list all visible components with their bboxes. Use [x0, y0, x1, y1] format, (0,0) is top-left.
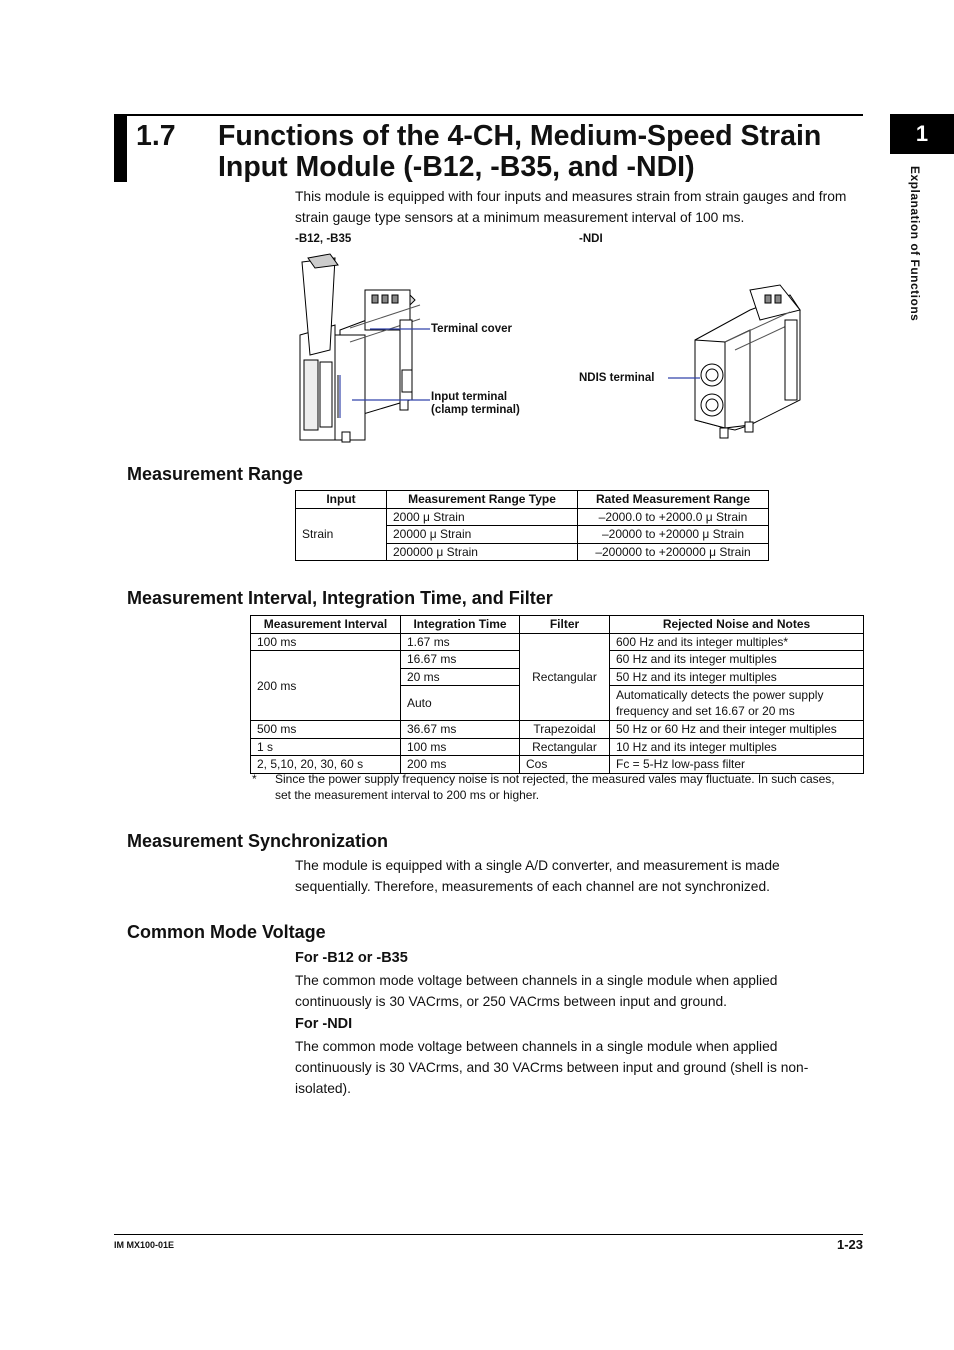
table-cell: 20000 μ Strain — [387, 526, 578, 544]
cell-interval-200ms: 200 ms — [251, 651, 401, 721]
callout-ndis-terminal: NDIS terminal — [579, 372, 655, 384]
col-header-filter: Filter — [520, 616, 610, 634]
doc-id: IM MX100-01E — [114, 1240, 175, 1250]
table-cell: 200 ms — [401, 756, 520, 774]
col-header-rated-range: Rated Measurement Range — [578, 491, 769, 509]
callout-terminal-cover: Terminal cover — [431, 323, 512, 335]
table-cell: Cos — [520, 756, 610, 774]
chapter-side-label: Explanation of Functions — [908, 166, 922, 322]
table-cell: 60 Hz and its integer multiples — [610, 651, 864, 669]
footnote — [252, 771, 852, 803]
table-cell: Automatically detects the power supply frequency and set 16.67 or 20 ms — [610, 686, 864, 721]
table-cell: 50 Hz or 60 Hz and their integer multiples — [610, 721, 864, 739]
col-header-interval: Measurement Interval — [251, 616, 401, 634]
b12-module-drawing — [300, 254, 420, 442]
table-row — [251, 721, 864, 739]
table-header-row — [251, 616, 864, 634]
ndi-module-drawing — [695, 285, 800, 438]
page-number: 1-23 — [836, 1237, 863, 1252]
sync-paragraph: The module is equipped with a single A/D converter, and measurement is made sequentially. Therefore, measurements of each channel are not synchronized. — [295, 858, 780, 894]
cmv-ndi-paragraph: The common mode voltage between channels in a single module when applied continuously is 30 VACrms, and 30 VACrms between input and ground (shell is non-isolated). — [295, 1039, 809, 1096]
table-cell: 200000 μ Strain — [387, 543, 578, 561]
footnote-mark: * — [252, 772, 257, 786]
table-row — [296, 508, 769, 526]
heading-measurement-range: Measurement Range — [127, 464, 304, 484]
title-rule — [127, 114, 863, 116]
footnote-text: Since the power supply frequency noise is not rejected, the measured vales may fluctuate. In such cases, set the measurement interval to 200 ms or higher. — [275, 772, 835, 802]
callout-input-terminal-line2: (clamp terminal) — [431, 404, 520, 416]
measurement-interval-table — [250, 615, 864, 774]
section-number: 1.7 — [136, 120, 176, 152]
table-cell: 1 s — [251, 738, 401, 756]
col-header-range-type: Measurement Range Type — [387, 491, 578, 509]
table-header-row — [296, 491, 769, 509]
table-cell: 600 Hz and its integer multiples* — [610, 633, 864, 651]
heading-synchronization: Measurement Synchronization — [127, 831, 389, 851]
measurement-range-table — [295, 490, 769, 561]
title-bar — [114, 114, 127, 182]
col-header-noise: Rejected Noise and Notes — [610, 616, 864, 634]
table-cell: 500 ms — [251, 721, 401, 739]
cell-input-strain: Strain — [296, 508, 387, 561]
table-cell: 50 Hz and its integer multiples — [610, 668, 864, 686]
table-cell: 20 ms — [401, 668, 520, 686]
table-row — [251, 633, 864, 651]
heading-measurement-interval: Measurement Interval, Integration Time, and Filter — [127, 588, 553, 608]
table-cell: 2, 5,10, 20, 30, 60 s — [251, 756, 401, 774]
module-illustration — [280, 250, 840, 450]
subheading-b12-b35: For -B12 or -B35 — [295, 950, 408, 966]
table-cell: 100 ms — [401, 738, 520, 756]
col-header-input: Input — [296, 491, 387, 509]
title-line-2: Input Module (-B12, -B35, and -NDI) — [218, 151, 695, 183]
table-cell: –200000 to +200000 μ Strain — [578, 543, 769, 561]
table-cell: 100 ms — [251, 633, 401, 651]
figure-label-ndi: -NDI — [579, 233, 603, 245]
chapter-tab[interactable]: 1 — [890, 114, 954, 154]
table-cell: Fc = 5-Hz low-pass filter — [610, 756, 864, 774]
intro-paragraph: This module is equipped with four inputs and measures strain from strain gauges and from strain gauge type sensors at a minimum measurement interval of 100 ms. — [295, 189, 847, 225]
subheading-ndi: For -NDI — [295, 1016, 353, 1032]
footer-rule — [114, 1234, 863, 1235]
table-cell: –20000 to +20000 μ Strain — [578, 526, 769, 544]
title-line-1: Functions of the 4-CH, Medium-Speed Strain — [218, 120, 822, 152]
table-cell: 1.67 ms — [401, 633, 520, 651]
table-row — [251, 738, 864, 756]
cell-filter-rectangular: Rectangular — [520, 633, 610, 721]
callout-input-terminal-line1: Input terminal — [431, 391, 508, 403]
col-header-integration: Integration Time — [401, 616, 520, 634]
table-cell: Auto — [401, 686, 520, 721]
table-cell: Trapezoidal — [520, 721, 610, 739]
table-cell: –2000.0 to +2000.0 μ Strain — [578, 508, 769, 526]
figure-label-b12: -B12, -B35 — [295, 233, 352, 245]
table-cell: 10 Hz and its integer multiples — [610, 738, 864, 756]
callout-input-terminal — [431, 391, 520, 417]
heading-common-mode-voltage: Common Mode Voltage — [127, 922, 326, 942]
table-cell: 2000 μ Strain — [387, 508, 578, 526]
cmv-b12-paragraph: The common mode voltage between channels in a single module when applied continuously is 30 VACrms, or 250 VACrms between input and ground. — [295, 973, 778, 1009]
table-cell: 16.67 ms — [401, 651, 520, 669]
table-cell: Rectangular — [520, 738, 610, 756]
table-cell: 36.67 ms — [401, 721, 520, 739]
